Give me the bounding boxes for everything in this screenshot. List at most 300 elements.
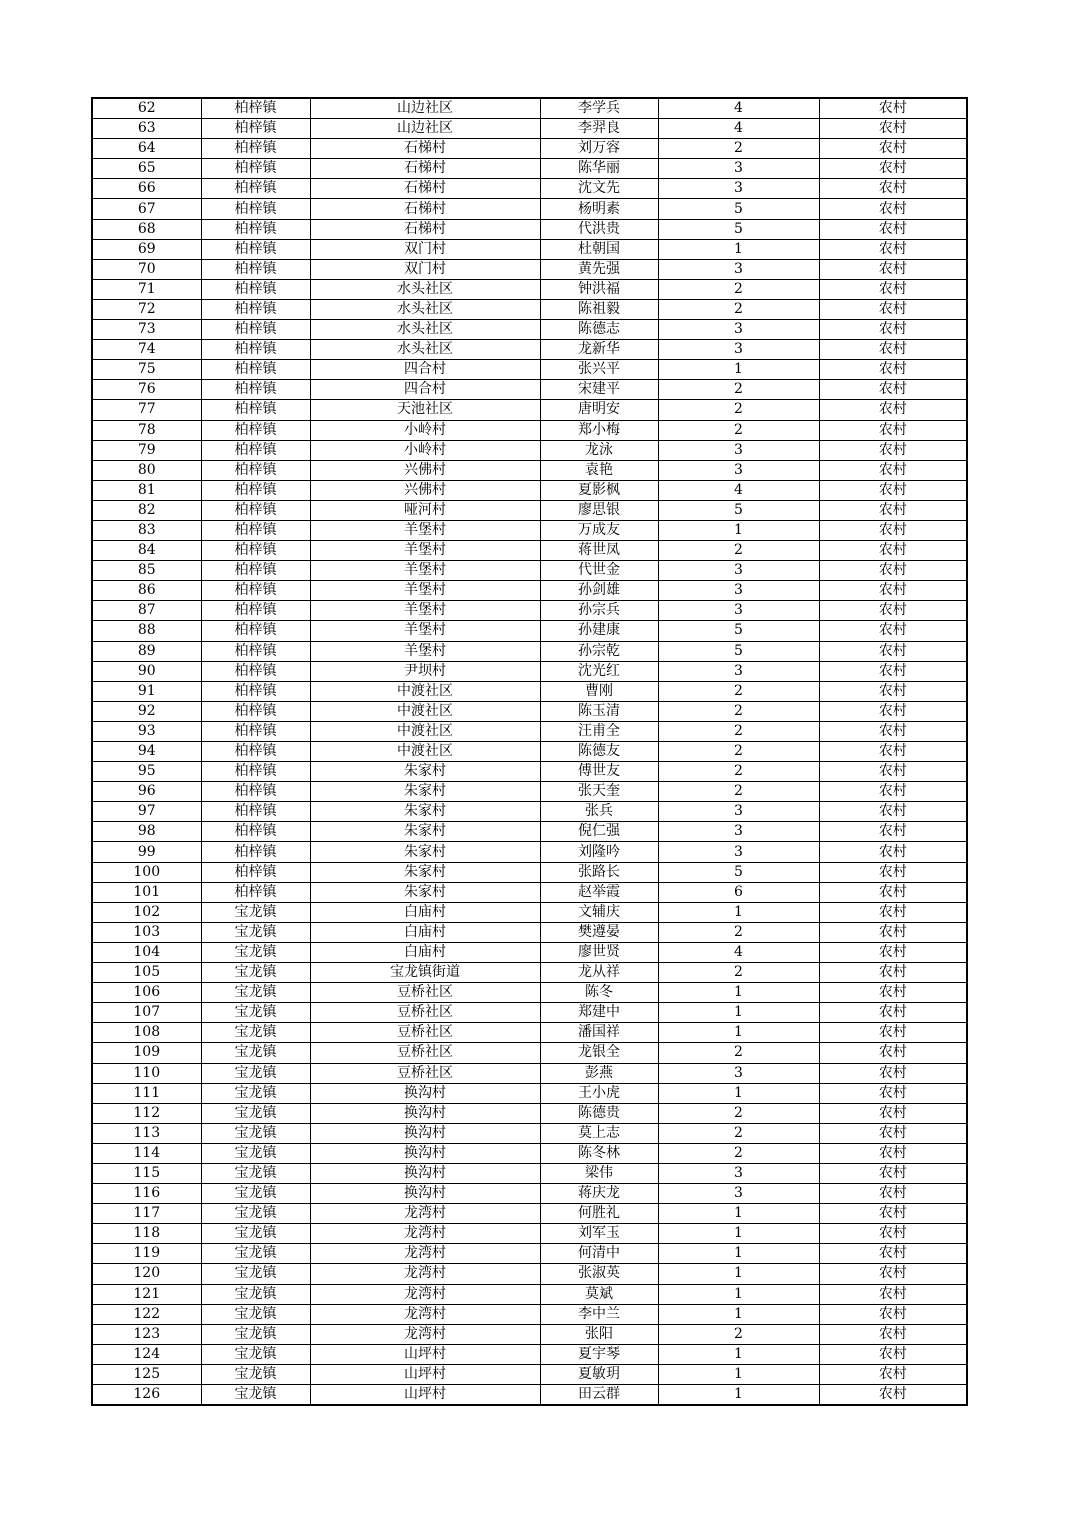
area-type-cell: 农村 bbox=[819, 500, 967, 520]
village-cell: 豆桥社区 bbox=[310, 1023, 540, 1043]
household-size-cell: 3 bbox=[658, 661, 819, 681]
table-row bbox=[92, 822, 967, 842]
row-number-cell: 91 bbox=[92, 681, 201, 701]
town-cell: 宝龙镇 bbox=[201, 1204, 310, 1224]
household-size-cell: 3 bbox=[658, 581, 819, 601]
household-size-cell: 1 bbox=[658, 1344, 819, 1364]
area-type-cell: 农村 bbox=[819, 199, 967, 219]
household-size-cell: 1 bbox=[658, 1264, 819, 1284]
area-type-cell: 农村 bbox=[819, 1284, 967, 1304]
table-row bbox=[92, 440, 967, 460]
village-cell: 换沟村 bbox=[310, 1143, 540, 1163]
area-type-cell: 农村 bbox=[819, 1003, 967, 1023]
town-cell: 柏梓镇 bbox=[201, 219, 310, 239]
household-size-cell: 2 bbox=[658, 782, 819, 802]
household-size-cell: 2 bbox=[658, 681, 819, 701]
table-row bbox=[92, 621, 967, 641]
table-row bbox=[92, 742, 967, 762]
person-name-cell: 龙银全 bbox=[540, 1043, 658, 1063]
row-number-cell: 95 bbox=[92, 762, 201, 782]
village-cell: 四合村 bbox=[310, 380, 540, 400]
person-name-cell: 郑小梅 bbox=[540, 420, 658, 440]
household-size-cell: 1 bbox=[658, 1304, 819, 1324]
person-name-cell: 万成友 bbox=[540, 520, 658, 540]
village-cell: 水头社区 bbox=[310, 320, 540, 340]
person-name-cell: 李学兵 bbox=[540, 98, 658, 119]
village-cell: 朱家村 bbox=[310, 862, 540, 882]
household-size-cell: 5 bbox=[658, 219, 819, 239]
village-cell: 朱家村 bbox=[310, 822, 540, 842]
person-name-cell: 廖世贤 bbox=[540, 942, 658, 962]
village-cell: 山边社区 bbox=[310, 119, 540, 139]
household-size-cell: 2 bbox=[658, 742, 819, 762]
area-type-cell: 农村 bbox=[819, 440, 967, 460]
household-size-cell: 3 bbox=[658, 842, 819, 862]
village-cell: 换沟村 bbox=[310, 1103, 540, 1123]
area-type-cell: 农村 bbox=[819, 561, 967, 581]
village-cell: 龙湾村 bbox=[310, 1244, 540, 1264]
table-row bbox=[92, 1083, 967, 1103]
household-size-cell: 1 bbox=[658, 1385, 819, 1406]
area-type-cell: 农村 bbox=[819, 1264, 967, 1284]
row-number-cell: 120 bbox=[92, 1264, 201, 1284]
household-size-cell: 3 bbox=[658, 802, 819, 822]
row-number-cell: 86 bbox=[92, 581, 201, 601]
table-row bbox=[92, 661, 967, 681]
person-name-cell: 代世金 bbox=[540, 561, 658, 581]
table-row bbox=[92, 159, 967, 179]
village-cell: 豆桥社区 bbox=[310, 1003, 540, 1023]
village-cell: 羊堡村 bbox=[310, 520, 540, 540]
table-row bbox=[92, 1123, 967, 1143]
town-cell: 柏梓镇 bbox=[201, 721, 310, 741]
village-cell: 朱家村 bbox=[310, 882, 540, 902]
household-size-cell: 2 bbox=[658, 400, 819, 420]
table-row bbox=[92, 842, 967, 862]
area-type-cell: 农村 bbox=[819, 1224, 967, 1244]
area-type-cell: 农村 bbox=[819, 380, 967, 400]
table-row bbox=[92, 721, 967, 741]
town-cell: 宝龙镇 bbox=[201, 1385, 310, 1406]
row-number-cell: 72 bbox=[92, 299, 201, 319]
table-row bbox=[92, 963, 967, 983]
village-cell: 中渡社区 bbox=[310, 681, 540, 701]
person-name-cell: 曹刚 bbox=[540, 681, 658, 701]
town-cell: 柏梓镇 bbox=[201, 360, 310, 380]
village-cell: 水头社区 bbox=[310, 299, 540, 319]
town-cell: 柏梓镇 bbox=[201, 400, 310, 420]
area-type-cell: 农村 bbox=[819, 400, 967, 420]
person-name-cell: 汪甫全 bbox=[540, 721, 658, 741]
household-size-cell: 5 bbox=[658, 641, 819, 661]
table-row bbox=[92, 1304, 967, 1324]
row-number-cell: 94 bbox=[92, 742, 201, 762]
row-number-cell: 98 bbox=[92, 822, 201, 842]
village-cell: 豆桥社区 bbox=[310, 1063, 540, 1083]
village-cell: 宝龙镇街道 bbox=[310, 963, 540, 983]
household-size-cell: 4 bbox=[658, 119, 819, 139]
village-cell: 天池社区 bbox=[310, 400, 540, 420]
row-number-cell: 63 bbox=[92, 119, 201, 139]
table-row bbox=[92, 139, 967, 159]
area-type-cell: 农村 bbox=[819, 259, 967, 279]
town-cell: 宝龙镇 bbox=[201, 1184, 310, 1204]
town-cell: 宝龙镇 bbox=[201, 1163, 310, 1183]
row-number-cell: 74 bbox=[92, 340, 201, 360]
household-size-cell: 3 bbox=[658, 601, 819, 621]
household-size-cell: 3 bbox=[658, 320, 819, 340]
town-cell: 宝龙镇 bbox=[201, 1023, 310, 1043]
town-cell: 柏梓镇 bbox=[201, 802, 310, 822]
town-cell: 宝龙镇 bbox=[201, 1324, 310, 1344]
table-row bbox=[92, 1364, 967, 1384]
person-name-cell: 夏敏玥 bbox=[540, 1364, 658, 1384]
row-number-cell: 101 bbox=[92, 882, 201, 902]
table-row bbox=[92, 179, 967, 199]
household-size-cell: 1 bbox=[658, 1284, 819, 1304]
town-cell: 柏梓镇 bbox=[201, 782, 310, 802]
person-name-cell: 孙宗乾 bbox=[540, 641, 658, 661]
row-number-cell: 96 bbox=[92, 782, 201, 802]
village-cell: 双门村 bbox=[310, 259, 540, 279]
row-number-cell: 122 bbox=[92, 1304, 201, 1324]
household-size-cell: 2 bbox=[658, 1143, 819, 1163]
person-name-cell: 张天奎 bbox=[540, 782, 658, 802]
household-size-cell: 3 bbox=[658, 440, 819, 460]
town-cell: 柏梓镇 bbox=[201, 762, 310, 782]
area-type-cell: 农村 bbox=[819, 1083, 967, 1103]
person-name-cell: 代洪贵 bbox=[540, 219, 658, 239]
town-cell: 宝龙镇 bbox=[201, 1003, 310, 1023]
row-number-cell: 82 bbox=[92, 500, 201, 520]
roster-table-body bbox=[92, 98, 967, 1405]
household-size-cell: 5 bbox=[658, 621, 819, 641]
row-number-cell: 123 bbox=[92, 1324, 201, 1344]
town-cell: 柏梓镇 bbox=[201, 581, 310, 601]
row-number-cell: 66 bbox=[92, 179, 201, 199]
table-row bbox=[92, 1023, 967, 1043]
person-name-cell: 梁伟 bbox=[540, 1163, 658, 1183]
person-name-cell: 张淑英 bbox=[540, 1264, 658, 1284]
person-name-cell: 彭燕 bbox=[540, 1063, 658, 1083]
person-name-cell: 田云群 bbox=[540, 1385, 658, 1406]
household-size-cell: 2 bbox=[658, 762, 819, 782]
area-type-cell: 农村 bbox=[819, 721, 967, 741]
village-cell: 石梯村 bbox=[310, 139, 540, 159]
person-name-cell: 蒋世凤 bbox=[540, 541, 658, 561]
area-type-cell: 农村 bbox=[819, 1063, 967, 1083]
table-row bbox=[92, 119, 967, 139]
row-number-cell: 76 bbox=[92, 380, 201, 400]
village-cell: 豆桥社区 bbox=[310, 1043, 540, 1063]
table-row bbox=[92, 239, 967, 259]
household-size-cell: 3 bbox=[658, 340, 819, 360]
village-cell: 哑河村 bbox=[310, 500, 540, 520]
row-number-cell: 65 bbox=[92, 159, 201, 179]
table-row bbox=[92, 561, 967, 581]
table-row bbox=[92, 1103, 967, 1123]
household-size-cell: 2 bbox=[658, 1324, 819, 1344]
household-size-cell: 3 bbox=[658, 259, 819, 279]
area-type-cell: 农村 bbox=[819, 239, 967, 259]
table-row bbox=[92, 802, 967, 822]
town-cell: 宝龙镇 bbox=[201, 1244, 310, 1264]
household-size-cell: 2 bbox=[658, 299, 819, 319]
town-cell: 柏梓镇 bbox=[201, 601, 310, 621]
household-size-cell: 2 bbox=[658, 701, 819, 721]
person-name-cell: 陈德志 bbox=[540, 320, 658, 340]
village-cell: 石梯村 bbox=[310, 179, 540, 199]
household-size-cell: 5 bbox=[658, 199, 819, 219]
village-cell: 中渡社区 bbox=[310, 742, 540, 762]
village-cell: 羊堡村 bbox=[310, 641, 540, 661]
town-cell: 柏梓镇 bbox=[201, 440, 310, 460]
area-type-cell: 农村 bbox=[819, 742, 967, 762]
village-cell: 朱家村 bbox=[310, 842, 540, 862]
town-cell: 柏梓镇 bbox=[201, 541, 310, 561]
table-row bbox=[92, 882, 967, 902]
village-cell: 水头社区 bbox=[310, 340, 540, 360]
town-cell: 宝龙镇 bbox=[201, 1083, 310, 1103]
household-size-cell: 2 bbox=[658, 139, 819, 159]
row-number-cell: 79 bbox=[92, 440, 201, 460]
village-cell: 换沟村 bbox=[310, 1163, 540, 1183]
person-name-cell: 夏宇琴 bbox=[540, 1344, 658, 1364]
town-cell: 宝龙镇 bbox=[201, 1123, 310, 1143]
area-type-cell: 农村 bbox=[819, 340, 967, 360]
village-cell: 白庙村 bbox=[310, 942, 540, 962]
town-cell: 柏梓镇 bbox=[201, 259, 310, 279]
person-name-cell: 廖思银 bbox=[540, 500, 658, 520]
household-size-cell: 2 bbox=[658, 963, 819, 983]
area-type-cell: 农村 bbox=[819, 701, 967, 721]
person-name-cell: 张路长 bbox=[540, 862, 658, 882]
table-row bbox=[92, 1284, 967, 1304]
village-cell: 水头社区 bbox=[310, 279, 540, 299]
area-type-cell: 农村 bbox=[819, 1023, 967, 1043]
town-cell: 柏梓镇 bbox=[201, 239, 310, 259]
person-name-cell: 袁艳 bbox=[540, 460, 658, 480]
town-cell: 柏梓镇 bbox=[201, 621, 310, 641]
area-type-cell: 农村 bbox=[819, 1143, 967, 1163]
household-size-cell: 2 bbox=[658, 721, 819, 741]
table-row bbox=[92, 98, 967, 119]
household-size-cell: 1 bbox=[658, 520, 819, 540]
table-row bbox=[92, 1043, 967, 1063]
town-cell: 宝龙镇 bbox=[201, 1264, 310, 1284]
row-number-cell: 99 bbox=[92, 842, 201, 862]
row-number-cell: 117 bbox=[92, 1204, 201, 1224]
village-cell: 兴佛村 bbox=[310, 480, 540, 500]
town-cell: 宝龙镇 bbox=[201, 1043, 310, 1063]
area-type-cell: 农村 bbox=[819, 320, 967, 340]
table-row bbox=[92, 641, 967, 661]
area-type-cell: 农村 bbox=[819, 420, 967, 440]
town-cell: 宝龙镇 bbox=[201, 1224, 310, 1244]
row-number-cell: 64 bbox=[92, 139, 201, 159]
town-cell: 宝龙镇 bbox=[201, 1364, 310, 1384]
village-cell: 换沟村 bbox=[310, 1184, 540, 1204]
person-name-cell: 张阳 bbox=[540, 1324, 658, 1344]
village-cell: 换沟村 bbox=[310, 1083, 540, 1103]
row-number-cell: 107 bbox=[92, 1003, 201, 1023]
table-row bbox=[92, 199, 967, 219]
area-type-cell: 农村 bbox=[819, 1184, 967, 1204]
town-cell: 柏梓镇 bbox=[201, 420, 310, 440]
area-type-cell: 农村 bbox=[819, 360, 967, 380]
person-name-cell: 何清中 bbox=[540, 1244, 658, 1264]
area-type-cell: 农村 bbox=[819, 98, 967, 119]
table-row bbox=[92, 380, 967, 400]
town-cell: 柏梓镇 bbox=[201, 179, 310, 199]
area-type-cell: 农村 bbox=[819, 942, 967, 962]
village-cell: 四合村 bbox=[310, 360, 540, 380]
household-size-cell: 2 bbox=[658, 279, 819, 299]
row-number-cell: 105 bbox=[92, 963, 201, 983]
person-name-cell: 陈祖毅 bbox=[540, 299, 658, 319]
village-cell: 山坪村 bbox=[310, 1385, 540, 1406]
person-name-cell: 杨明素 bbox=[540, 199, 658, 219]
town-cell: 宝龙镇 bbox=[201, 1284, 310, 1304]
person-name-cell: 莫斌 bbox=[540, 1284, 658, 1304]
person-name-cell: 龙从祥 bbox=[540, 963, 658, 983]
household-size-cell: 1 bbox=[658, 1244, 819, 1264]
person-name-cell: 夏影枫 bbox=[540, 480, 658, 500]
row-number-cell: 67 bbox=[92, 199, 201, 219]
household-size-cell: 3 bbox=[658, 159, 819, 179]
village-cell: 朱家村 bbox=[310, 802, 540, 822]
person-name-cell: 张兵 bbox=[540, 802, 658, 822]
village-cell: 羊堡村 bbox=[310, 581, 540, 601]
village-cell: 羊堡村 bbox=[310, 621, 540, 641]
town-cell: 柏梓镇 bbox=[201, 842, 310, 862]
village-cell: 小岭村 bbox=[310, 420, 540, 440]
row-number-cell: 78 bbox=[92, 420, 201, 440]
household-size-cell: 1 bbox=[658, 983, 819, 1003]
area-type-cell: 农村 bbox=[819, 822, 967, 842]
person-name-cell: 赵举霞 bbox=[540, 882, 658, 902]
person-name-cell: 蒋庆龙 bbox=[540, 1184, 658, 1204]
person-name-cell: 陈德贵 bbox=[540, 1103, 658, 1123]
area-type-cell: 农村 bbox=[819, 520, 967, 540]
roster-table bbox=[91, 97, 968, 1406]
household-size-cell: 1 bbox=[658, 239, 819, 259]
village-cell: 尹坝村 bbox=[310, 661, 540, 681]
table-row bbox=[92, 541, 967, 561]
household-size-cell: 5 bbox=[658, 862, 819, 882]
town-cell: 柏梓镇 bbox=[201, 661, 310, 681]
household-size-cell: 4 bbox=[658, 480, 819, 500]
household-size-cell: 1 bbox=[658, 1364, 819, 1384]
town-cell: 宝龙镇 bbox=[201, 1304, 310, 1324]
area-type-cell: 农村 bbox=[819, 1043, 967, 1063]
table-row bbox=[92, 1003, 967, 1023]
person-name-cell: 陈玉清 bbox=[540, 701, 658, 721]
row-number-cell: 100 bbox=[92, 862, 201, 882]
area-type-cell: 农村 bbox=[819, 802, 967, 822]
person-name-cell: 张兴平 bbox=[540, 360, 658, 380]
household-size-cell: 2 bbox=[658, 380, 819, 400]
village-cell: 白庙村 bbox=[310, 922, 540, 942]
table-row bbox=[92, 922, 967, 942]
village-cell: 朱家村 bbox=[310, 782, 540, 802]
row-number-cell: 83 bbox=[92, 520, 201, 540]
table-row bbox=[92, 1143, 967, 1163]
table-row bbox=[92, 259, 967, 279]
town-cell: 柏梓镇 bbox=[201, 480, 310, 500]
person-name-cell: 李羿良 bbox=[540, 119, 658, 139]
village-cell: 龙湾村 bbox=[310, 1304, 540, 1324]
table-row bbox=[92, 279, 967, 299]
household-size-cell: 2 bbox=[658, 541, 819, 561]
table-row bbox=[92, 420, 967, 440]
area-type-cell: 农村 bbox=[819, 762, 967, 782]
town-cell: 柏梓镇 bbox=[201, 641, 310, 661]
household-size-cell: 3 bbox=[658, 1163, 819, 1183]
row-number-cell: 115 bbox=[92, 1163, 201, 1183]
area-type-cell: 农村 bbox=[819, 219, 967, 239]
household-size-cell: 2 bbox=[658, 922, 819, 942]
row-number-cell: 102 bbox=[92, 902, 201, 922]
area-type-cell: 农村 bbox=[819, 480, 967, 500]
town-cell: 宝龙镇 bbox=[201, 983, 310, 1003]
person-name-cell: 唐明安 bbox=[540, 400, 658, 420]
table-row bbox=[92, 320, 967, 340]
town-cell: 宝龙镇 bbox=[201, 942, 310, 962]
area-type-cell: 农村 bbox=[819, 541, 967, 561]
row-number-cell: 106 bbox=[92, 983, 201, 1003]
village-cell: 山坪村 bbox=[310, 1344, 540, 1364]
table-row bbox=[92, 601, 967, 621]
household-size-cell: 1 bbox=[658, 902, 819, 922]
area-type-cell: 农村 bbox=[819, 279, 967, 299]
area-type-cell: 农村 bbox=[819, 460, 967, 480]
household-size-cell: 1 bbox=[658, 1224, 819, 1244]
village-cell: 龙湾村 bbox=[310, 1204, 540, 1224]
person-name-cell: 刘万容 bbox=[540, 139, 658, 159]
area-type-cell: 农村 bbox=[819, 661, 967, 681]
row-number-cell: 109 bbox=[92, 1043, 201, 1063]
village-cell: 双门村 bbox=[310, 239, 540, 259]
household-size-cell: 1 bbox=[658, 1083, 819, 1103]
town-cell: 宝龙镇 bbox=[201, 1103, 310, 1123]
table-row bbox=[92, 299, 967, 319]
row-number-cell: 68 bbox=[92, 219, 201, 239]
village-cell: 龙湾村 bbox=[310, 1284, 540, 1304]
area-type-cell: 农村 bbox=[819, 601, 967, 621]
village-cell: 石梯村 bbox=[310, 159, 540, 179]
row-number-cell: 70 bbox=[92, 259, 201, 279]
table-row bbox=[92, 762, 967, 782]
town-cell: 柏梓镇 bbox=[201, 98, 310, 119]
area-type-cell: 农村 bbox=[819, 1163, 967, 1183]
town-cell: 柏梓镇 bbox=[201, 862, 310, 882]
table-row bbox=[92, 1063, 967, 1083]
table-row bbox=[92, 460, 967, 480]
row-number-cell: 75 bbox=[92, 360, 201, 380]
town-cell: 柏梓镇 bbox=[201, 159, 310, 179]
table-row bbox=[92, 1204, 967, 1224]
person-name-cell: 何胜礼 bbox=[540, 1204, 658, 1224]
town-cell: 宝龙镇 bbox=[201, 1344, 310, 1364]
town-cell: 宝龙镇 bbox=[201, 1063, 310, 1083]
person-name-cell: 傅世友 bbox=[540, 762, 658, 782]
table-row bbox=[92, 480, 967, 500]
town-cell: 柏梓镇 bbox=[201, 380, 310, 400]
person-name-cell: 王小虎 bbox=[540, 1083, 658, 1103]
person-name-cell: 陈冬 bbox=[540, 983, 658, 1003]
row-number-cell: 104 bbox=[92, 942, 201, 962]
